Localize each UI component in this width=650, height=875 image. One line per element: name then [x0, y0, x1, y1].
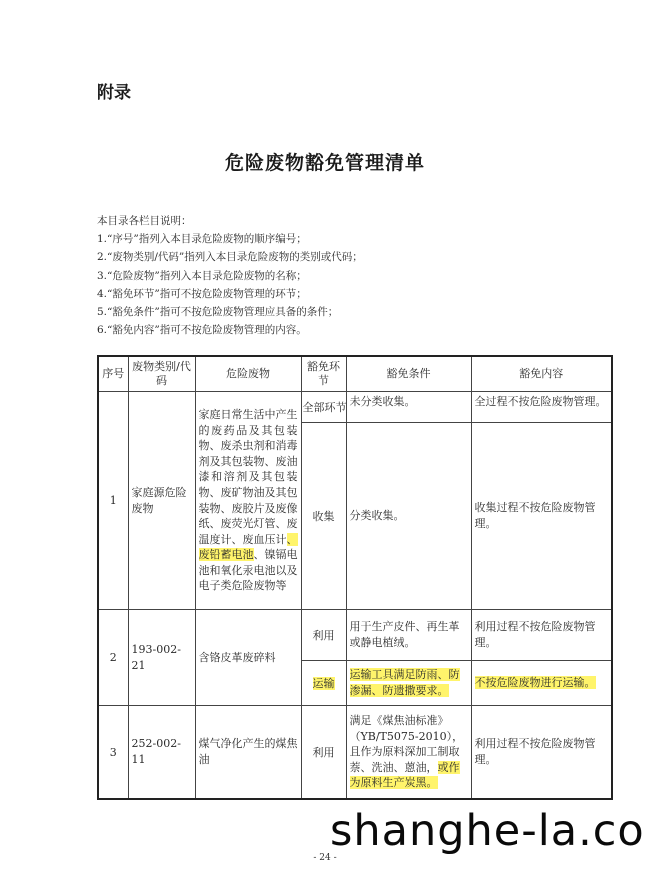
cell-link: 全部环节	[301, 392, 346, 423]
cell-waste: 含铬皮革废碎料	[195, 610, 301, 706]
column-note-item: 2.“废物类别/代码”指列入本目录危险废物的类别或代码；	[97, 251, 363, 264]
header-condition: 豁免条件	[346, 356, 471, 392]
highlighted-text: 不按危险废物进行运输。	[474, 676, 596, 690]
cell-condition: 分类收集。	[346, 423, 471, 610]
table-row	[98, 610, 612, 661]
highlighted-text: 运输	[312, 677, 335, 690]
cell-link: 利用	[301, 706, 346, 800]
header-waste: 危险废物	[195, 356, 301, 392]
highlighted-text: 或作为原料生产炭黑。	[349, 760, 460, 790]
header-content: 豁免内容	[471, 356, 612, 392]
cell-link	[301, 661, 346, 706]
cell-waste	[195, 392, 301, 610]
cell-condition	[346, 661, 471, 706]
cell-category: 家庭源危险废物	[128, 392, 195, 610]
cell-content: 利用过程不按危险废物管理。	[471, 706, 612, 800]
watermark: shanghe-la.co	[326, 803, 650, 859]
column-note-item: 5.“豁免条件”指可不按危险废物管理应具备的条件；	[97, 306, 339, 319]
condition-text: 满足《煤焦油标准》（YB/T5075-2010），且作为原料深加工制取萘、洗油、蒽油，	[349, 714, 464, 774]
document-title: 危险废物豁免管理清单	[224, 152, 425, 174]
column-note-item: 6.“豁免内容”指可不按危险废物管理的内容。	[97, 324, 307, 337]
table-row	[98, 392, 612, 423]
waste-text: 家庭日常生活中产生的废药品及其包装物、废杀虫剂和消毒剂及其包装物、废油漆和溶剂及其包装物、废矿物油及其包装物、废胶片及废像纸、废荧光灯管、废温度计、废血压计	[198, 407, 298, 546]
cell-content: 收集过程不按危险废物管理。	[471, 423, 612, 610]
header-category: 废物类别/代码	[128, 356, 195, 392]
cell-category: 193-002-21	[128, 610, 195, 706]
cell-content	[471, 661, 612, 706]
cell-category: 252-002-11	[128, 706, 195, 800]
cell-condition: 用于生产皮件、再生革或静电植绒。	[346, 610, 471, 661]
column-notes-heading: 本目录各栏目说明：	[97, 215, 192, 227]
cell-condition: 未分类收集。	[346, 392, 471, 423]
cell-content: 全过程不按危险废物管理。	[471, 392, 612, 423]
cell-link: 收集	[301, 423, 346, 610]
table-header-row	[98, 356, 612, 392]
column-notes	[97, 212, 363, 339]
header-link: 豁免环节	[301, 356, 346, 392]
cell-link: 利用	[301, 610, 346, 661]
highlighted-text: 、废铅蓄电池	[198, 532, 298, 562]
exemption-table	[97, 355, 613, 800]
cell-condition	[346, 706, 471, 800]
highlighted-text: 运输工具满足防雨、防渗漏、防遗撒要求。	[349, 668, 460, 697]
column-note-item: 3.“危险废物”指列入本目录危险废物的名称；	[97, 269, 307, 282]
cell-no: 1	[98, 392, 128, 610]
cell-no: 2	[98, 610, 128, 706]
table-row	[98, 706, 612, 800]
cell-no: 3	[98, 706, 128, 800]
appendix-label: 附录	[97, 83, 131, 103]
waste-text: 、镍镉电池和氧化汞电池以及电子类危险废物等	[198, 548, 298, 593]
header-no: 序号	[98, 356, 128, 392]
page-number: - 24 -	[313, 853, 337, 863]
cell-content: 利用过程不按危险废物管理。	[471, 610, 612, 661]
column-note-item: 4.“豁免环节”指可不按危险废物管理的环节；	[97, 287, 307, 300]
column-note-item: 1.“序号”指列入本目录危险废物的顺序编号；	[97, 233, 307, 246]
cell-waste: 煤气净化产生的煤焦油	[195, 706, 301, 800]
